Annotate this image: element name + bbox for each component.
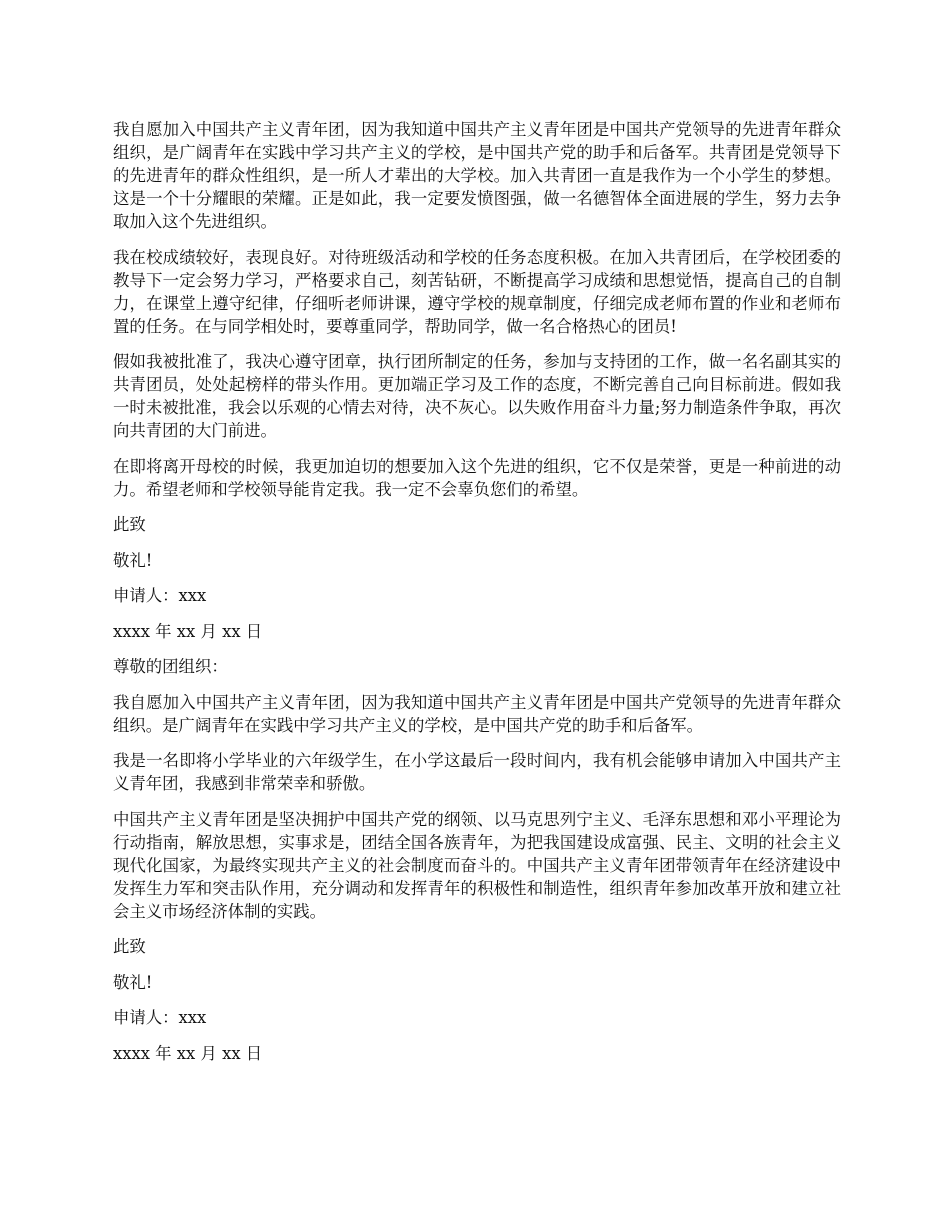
- salutation-cizhi-2: 此致: [113, 937, 146, 956]
- paragraph-sixth-grade: 我是一名即将小学毕业的六年级学生，在小学这最后一段时间内，我有机会能够申请加入中国共产主义青年团，我感到非常荣幸和骄傲。: [113, 751, 841, 793]
- paragraph-performance: 我在校成绩较好，表现良好。对待班级活动和学校的任务态度积极。在加入共青团后，在学校团委的教导下一定会努力学习，严格要求自己，刻苦钻研，不断提高学习成绩和思想觉悟，提高自己的自制力，在课堂上遵守纪律，仔细听老师讲课，遵守学校的规章制度，仔细完成老师布置的作业和老师布置的任务。在与同学相处时，要尊重同学，帮助同学，做一名合格热心的团员!: [113, 247, 841, 336]
- paragraph-league-description: 中国共产主义青年团是坚决拥护中国共产党的纲领、以马克思列宁主义、毛泽东思想和邓小平理论为行动指南，解放思想，实事求是，团结全国各族青年，为把我国建设成富强、民主、文明的社会主义现代化国家，为最终实现共产主义的社会制度而奋斗的。中国共产主义青年团带领青年在经济建设中发挥生力军和突击队作用，充分调动和发挥青年的积极性和制造性，组织青年参加改革开放和建立社会主义市场经济体制的实践。: [113, 809, 841, 921]
- document-page: [113, 118, 841, 1077]
- applicant-line-2: 申请人：xxx: [113, 1008, 207, 1027]
- paragraph-intro: 我自愿加入中国共产主义青年团，因为我知道中国共产主义青年团是中国共产党领导的先进青年群众组织，是广阔青年在实践中学习共产主义的学校，是中国共产党的助手和后备军。共青团是党领导下的先进青年的群众性组织，是一所人才辈出的大学校。加入共青团一直是我作为一个小学生的梦想。这是一个十分耀眼的荣耀。正是如此，我一定要发愤图强，做一名德智体全面进展的学生，努力去争取加入这个先进组织。: [113, 120, 841, 231]
- paragraph-intro-2: 我自愿加入中国共产主义青年团，因为我知道中国共产主义青年团是中国共产党领导的先进青年群众组织。是广阔青年在实践中学习共产主义的学校，是中国共产党的助手和后备军。: [113, 692, 841, 735]
- salutation-cizhi: 此致: [113, 515, 146, 534]
- salutation-jingli: 敬礼!: [113, 550, 153, 570]
- applicant-line: 申请人：xxx: [113, 586, 207, 605]
- paragraph-closing-wish: 在即将离开母校的时候，我更加迫切的想要加入这个先进的组织，它不仅是荣誉，更是一种前进的动力。希望老师和学校领导能肯定我。我一定不会辜负您们的希望。: [113, 456, 841, 499]
- date-line: xxxx 年 xx 月 xx 日: [113, 621, 263, 641]
- greeting-line: 尊敬的团组织：: [113, 657, 228, 676]
- salutation-jingli-2: 敬礼!: [113, 972, 153, 992]
- date-line-2: xxxx 年 xx 月 xx 日: [113, 1043, 263, 1063]
- paragraph-commitment: 假如我被批准了，我决心遵守团章，执行团所制定的任务，参加与支持团的工作，做一名名副其实的共青团员，处处起榜样的带头作用。更加端正学习及工作的态度，不断完善自己向目标前进。假如我一时未被批准，我会以乐观的心情去对待，决不灰心。以失败作用奋斗力量;努力制造条件争取，再次向共青团的大门前进。: [113, 352, 841, 440]
